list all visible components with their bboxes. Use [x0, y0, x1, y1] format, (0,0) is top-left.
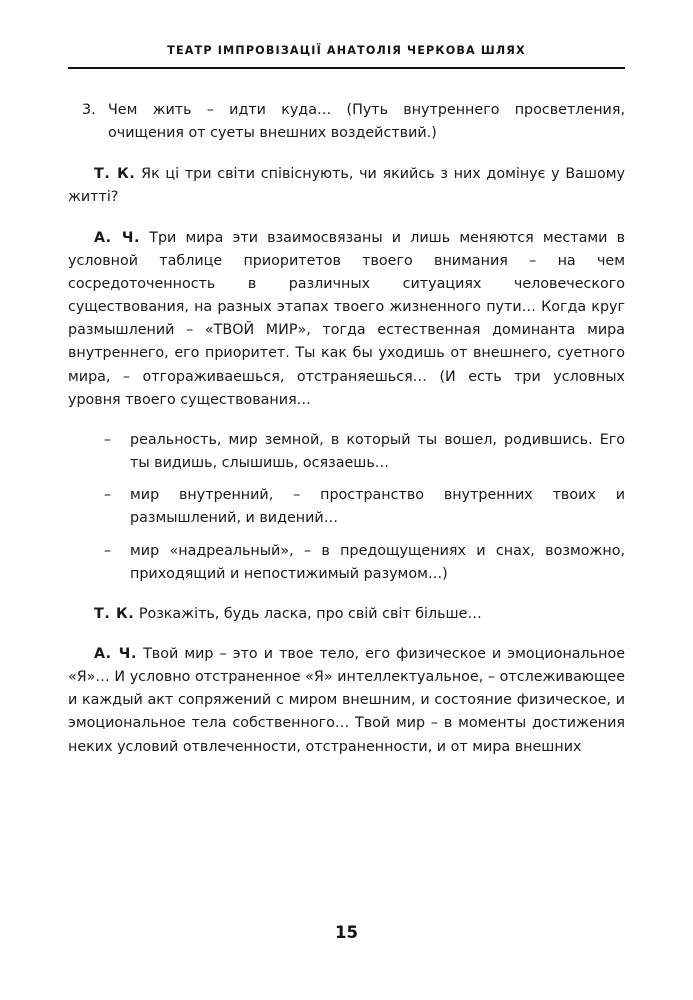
dialogue-paragraph	[68, 643, 625, 759]
header-divider	[68, 67, 625, 69]
dialogue-paragraph	[68, 603, 625, 626]
speaker-label: А. Ч.	[94, 229, 141, 246]
list-item-text: мир внутренний, – пространство внутренних твоих и размышлений, и видений…	[130, 487, 625, 527]
list-item-text: реальность, мир земной, в который ты вошел, родившись. Его ты видишь, слышишь, осязаешь…	[130, 431, 625, 472]
paragraph-text: Як ці три світи співіснують, чи якийсь з них домінує у Вашому житті?	[68, 166, 625, 206]
list-marker: –	[104, 542, 112, 559]
list-item-text: мир «надреальный», – в предощущениях и снах, возможно, приходящий и непостижимый разумом…)	[130, 542, 625, 582]
list-number: 3.	[82, 102, 96, 118]
list-marker: –	[104, 431, 112, 448]
list-item	[104, 540, 625, 586]
running-header: ТЕАТР ІМПРОВІЗАЦІЇ АНАТОЛІЯ ЧЕРКОВА ШЛЯХ	[167, 44, 526, 57]
list-item	[104, 429, 625, 475]
page-content	[68, 99, 625, 759]
list-item	[104, 484, 625, 530]
page-number: 15	[335, 923, 358, 942]
list-marker: –	[104, 487, 112, 504]
dialogue-paragraph	[68, 163, 625, 209]
list-item-text: Чем жить – идти куда… (Путь внутреннего просветления, очищения от суеты внешних воздействий.)	[108, 102, 625, 142]
paragraph-text: Розкажіть, будь ласка, про свій світ більше…	[138, 605, 482, 622]
speaker-label: Т. К.	[94, 605, 135, 622]
speaker-label: А. Ч.	[94, 645, 137, 662]
paragraph-text: Три мира эти взаимосвязаны и лишь меняются местами в условной таблице приоритетов твоего внимания – на чем сосредоточенность в различных ситуациях человеческого существования, на разных этапах твоего жизненного пути… Когда круг размышлений – «ТВОЙ МИР», тогда естественная доминанта мира внутреннего, его приоритет. Ты как бы уходишь от внешнего, суетного мира, – отгораживаешься, отстраняешься… (И есть три условных уровня твоего существования…	[68, 229, 625, 408]
dash-list	[68, 429, 625, 586]
speaker-label: Т. К.	[94, 166, 136, 183]
paragraph-text: Твой мир – это и твое тело, его физическое и эмоциональное «Я»… И условно отстраненное «Я» интеллектуальное, – отслеживающее и каждый акт сопряжений с миром внешним, и состояние физическое, и эмоциональное тела собственного… Твой мир – в моменты достижения неких условий отвлеченности, отстраненности, и от мира внешних	[68, 645, 626, 755]
numbered-list-item	[68, 99, 625, 145]
dialogue-paragraph	[68, 227, 625, 412]
